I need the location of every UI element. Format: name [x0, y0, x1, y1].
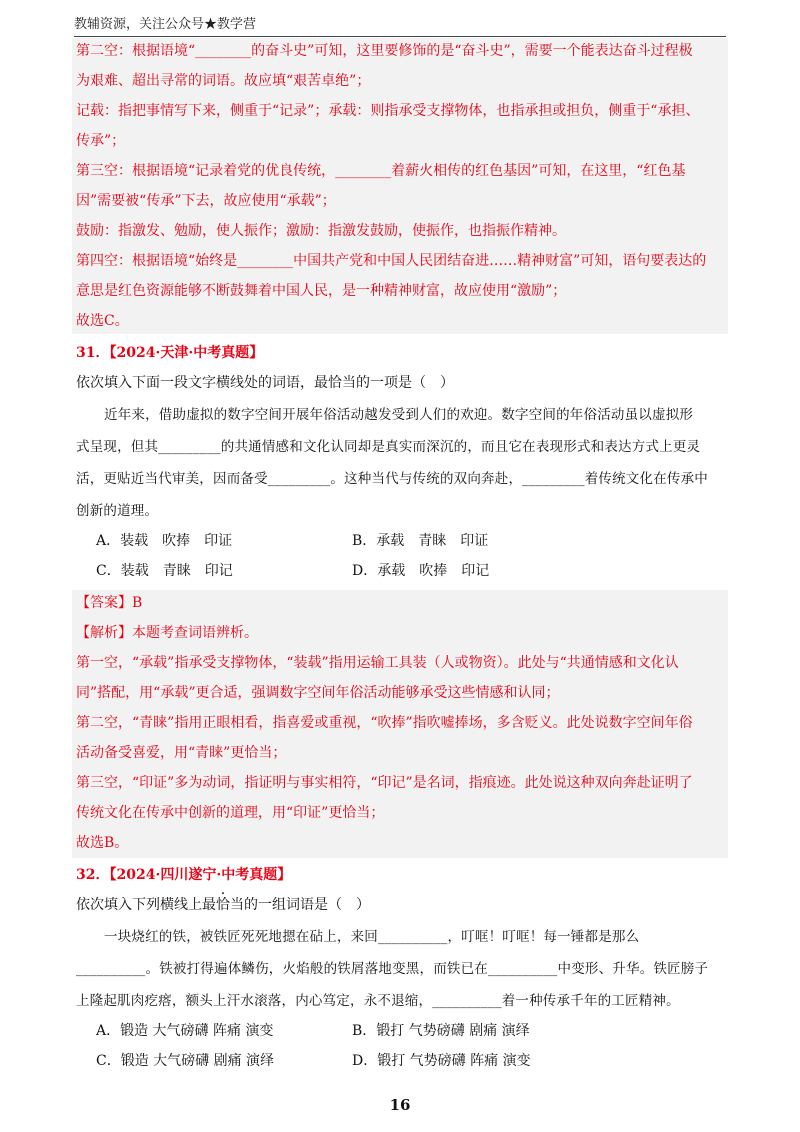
q32-stem [76, 896, 728, 914]
q32-stem-emphasis: 最恰当 [202, 897, 244, 913]
q31-stem: 依次填入下面一段文字横线处的词语，最恰当的一项是（ ） [76, 375, 454, 391]
q31-option-a: A．装载 吹捧 印证 [96, 533, 233, 549]
q31-title: 31．【2024·天津·中考真题】 [76, 345, 264, 361]
q32-passage-line: 上隆起肌肉疙瘩，额头上汗水滚落，内心笃定，永不退缩，__________着一种传承千年的工匠精神。 [76, 993, 680, 1009]
prev-explanation-line: 为艰难、超出寻常的词语。故应填“艰苦卓绝”； [76, 73, 371, 89]
prev-explanation-line: 第三空：根据语境“记录着党的优良传统，________着薪火相传的红色基因”可知，在这里，“红色基 [76, 163, 686, 179]
q31-option-b: B．承载 青睐 印证 [352, 533, 489, 549]
q31-passage-line: 近年来，借助虚拟的数字空间开展年俗活动越发受到人们的欢迎。数字空间的年俗活动虽以虚拟形 [104, 407, 694, 423]
q32-stem-after: 的一组词语是（ ） [244, 897, 370, 913]
q32-passage-line: 一块烧红的铁，被铁匠死死地摁在砧上，来回__________，叮哐！叮哐！每一锤都是那么 [104, 929, 640, 945]
q31-analysis-line: 传统文化在传承中创新的道理，用“印证”更恰当； [76, 805, 385, 821]
q31-analysis-line: 第二空，“青睐”指用正眼相看，指喜爱或重视，“吹捧”指吹嘘捧场，多含贬义。此处说数字空间年俗 [76, 715, 693, 731]
prev-explanation-line: 第四空：根据语境“始终是________中国共产党和中国人民团结奋进……精神财富”可知，语句要表达的 [76, 253, 707, 269]
q32-passage-line: __________。铁被打得遍体鳞伤，火焰般的铁屑落地变黑，而铁已在__________中变形、升华。铁匠膀子 [76, 961, 709, 977]
q31-analysis-line: 同”搭配，用“承载”更合适，强调数字空间年俗活动能够承受这些情感和认同； [76, 685, 560, 701]
q31-answer: 【答案】B [76, 595, 143, 611]
q32-option-d: D．锻打 气势磅礴 阵痛 演变 [352, 1053, 531, 1069]
prev-explanation-line: 第二空：根据语境“________的奋斗史”可知，这里要修饰的是“奋斗史”，需要一个能表达奋斗过程极 [76, 43, 693, 59]
q31-passage-line: 创新的道理。 [76, 503, 159, 519]
q32-option-a: A．锻造 大气磅礴 阵痛 演变 [96, 1023, 274, 1039]
q31-analysis-title: 【解析】本题考查词语辨析。 [76, 625, 258, 641]
prev-explanation-line: 意思是红色资源能够不断鼓舞着中国人民，是一种精神财富，故应使用“激励”； [76, 283, 567, 299]
prev-explanation-line: 故选C。 [76, 313, 129, 329]
q31-analysis-line: 第一空，“承载”指承受支撑物体，“装载”指用运输工具装（人或物资）。此处与“共通情感和文化认 [76, 655, 679, 671]
prev-explanation-line: 因”需要被“传承”下去，故应使用“承载”； [76, 193, 336, 209]
q31-option-c: C．装载 青睐 印记 [96, 563, 233, 579]
q32-stem-before: 依次填入下列横线上 [76, 897, 202, 913]
q31-option-d: D．承载 吹捧 印记 [352, 563, 490, 579]
q32-option-b: B．锻打 气势磅礴 剧痛 演绎 [352, 1023, 530, 1039]
page-header: 教辅资源，关注公众号★教学营 [74, 14, 726, 37]
q32-title: 32．【2024·四川遂宁·中考真题】 [76, 867, 292, 883]
prev-explanation-line: 鼓励：指激发、勉励，使人振作；激励：指激发鼓励，使振作，也指振作精神。 [76, 223, 566, 239]
q31-passage-line: 式呈现，但其_________的共通情感和文化认同却是真实而深沉的，而且它在表现形式和表达方式上更灵 [76, 439, 701, 455]
q31-analysis-line: 第三空，“印证”多为动词，指证明与事实相符，“印记”是名词，指痕迹。此处说这种双向奔赴证明了 [76, 775, 693, 791]
q31-analysis-line: 故选B。 [76, 835, 129, 851]
page-number: 16 [389, 1096, 411, 1114]
q31-analysis-line: 活动备受喜爱，用“青睐”更恰当； [76, 745, 287, 761]
q32-option-c: C．锻造 大气磅礴 剧痛 演绎 [96, 1053, 275, 1069]
prev-explanation-line: 传承”； [76, 133, 126, 149]
q31-passage-line: 活，更贴近当代审美，因而备受_________。这种当代与传统的双向奔赴，_________着传统文化在传承中 [76, 471, 708, 487]
prev-explanation-line: 记载：指把事情写下来，侧重于“记录”；承载：则指承受支撑物体，也指承担或担负，侧重于“承担、 [76, 103, 700, 119]
